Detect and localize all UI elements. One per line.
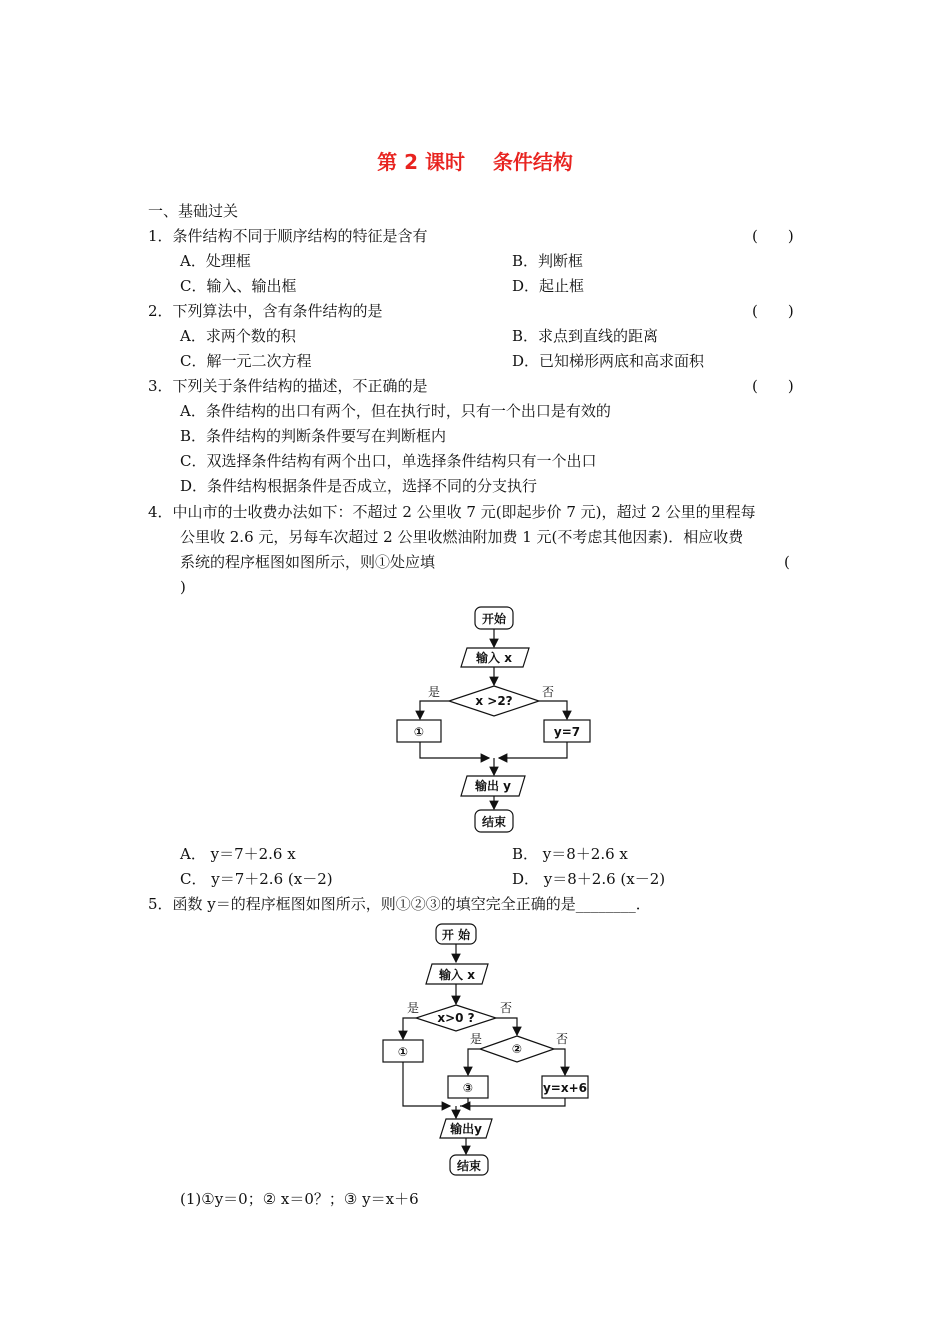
q2-stem: 2．下列算法中，含有条件结构的是 xyxy=(148,302,383,320)
q4-option-a: A． y＝7＋2.6 x xyxy=(180,845,296,863)
q1-option-b: B．判断框 xyxy=(512,252,584,270)
q4-end-label: 结束 xyxy=(481,815,507,829)
q2-answer-paren: ( ) xyxy=(752,302,794,320)
q4-input-label: 输入 x xyxy=(476,651,512,665)
q5-start-label: 开 始 xyxy=(441,928,471,942)
q4-yes-label: 是 xyxy=(428,685,441,699)
q3-option-b: B．条件结构的判断条件要写在判断框内 xyxy=(180,427,447,445)
q5-box3-label: ③ xyxy=(462,1081,474,1095)
q4-line3: 系统的程序框图如图所示，则①处应填 xyxy=(180,553,436,571)
q5-input-label: 输入 x xyxy=(439,968,475,982)
q1-option-a: A．处理框 xyxy=(180,252,251,270)
section-heading: 一、基础过关 xyxy=(148,202,239,220)
q4-paren-open: ( xyxy=(784,553,790,571)
q4-option-d: D． y＝8＋2.6 (x－2) xyxy=(512,870,666,888)
q5-end-label: 结束 xyxy=(456,1159,482,1173)
q4-box2-label: y=7 xyxy=(553,725,581,739)
q5-box4-label: y=x+6 xyxy=(542,1081,588,1095)
title-topic: 条件结构 xyxy=(492,150,573,174)
q5-no2-label: 否 xyxy=(556,1032,569,1046)
q2-option-b: B．求点到直线的距离 xyxy=(512,327,659,345)
q1-stem: 1．条件结构不同于顺序结构的特征是含有 xyxy=(148,227,428,245)
q3-stem: 3．下列关于条件结构的描述，不正确的是 xyxy=(148,377,428,395)
page-title xyxy=(0,146,950,175)
q5-flowchart xyxy=(380,920,600,1176)
q2-option-d: D．已知梯形两底和高求面积 xyxy=(512,352,705,370)
q4-output-label: 输出 y xyxy=(474,779,512,793)
q4-line1: 4．中山市的士收费办法如下：不超过 2 公里收 7 元(即起步价 7 元)，超过 2 公里的里程每 xyxy=(148,503,756,521)
q5-yes1-label: 是 xyxy=(407,1001,420,1015)
q4-paren-close: ) xyxy=(180,578,186,596)
q1-option-c: C．输入、输出框 xyxy=(180,277,297,295)
q1-option-d: D．起止框 xyxy=(512,277,585,295)
q2-option-a: A．求两个数的积 xyxy=(180,327,296,345)
q4-flowchart xyxy=(395,603,595,833)
title-lesson: 第 2 课时 xyxy=(377,150,465,174)
q5-option-1: (1)①y＝0；② x＝0？；③ y＝x＋6 xyxy=(180,1190,419,1208)
q5-output-label: 输出y xyxy=(450,1122,482,1136)
q4-line2: 公里收 2.6 元，另每车次超过 2 公里收燃油附加费 1 元(不考虑其他因素)．相应收费 xyxy=(180,528,744,546)
q4-start-label: 开始 xyxy=(481,612,507,626)
q5-yes2-label: 是 xyxy=(470,1032,483,1046)
q4-option-b: B． y＝8＋2.6 x xyxy=(512,845,628,863)
q5-no1-label: 否 xyxy=(500,1001,513,1015)
q5-cond1-label: x>0 ? xyxy=(437,1011,475,1025)
q1-answer-paren: ( ) xyxy=(752,227,794,245)
q4-option-c: C． y＝7＋2.6 (x－2) xyxy=(180,870,333,888)
q5-stem: 5．函数 y＝的程序框图如图所示，则①②③的填空完全正确的是________． xyxy=(148,895,651,913)
q3-option-d: D．条件结构根据条件是否成立，选择不同的分支执行 xyxy=(180,477,538,495)
q4-box1-label: ① xyxy=(413,725,425,739)
q3-option-a: A．条件结构的出口有两个，但在执行时，只有一个出口是有效的 xyxy=(180,402,611,420)
q3-answer-paren: ( ) xyxy=(752,377,794,395)
q4-no-label: 否 xyxy=(542,685,555,699)
q4-cond-label: x >2? xyxy=(475,694,513,708)
q5-box1-label: ① xyxy=(397,1045,409,1059)
q3-option-c: C．双选择条件结构有两个出口，单选择条件结构只有一个出口 xyxy=(180,452,597,470)
q5-cond2-label: ② xyxy=(511,1042,523,1056)
q2-option-c: C．解一元二次方程 xyxy=(180,352,312,370)
